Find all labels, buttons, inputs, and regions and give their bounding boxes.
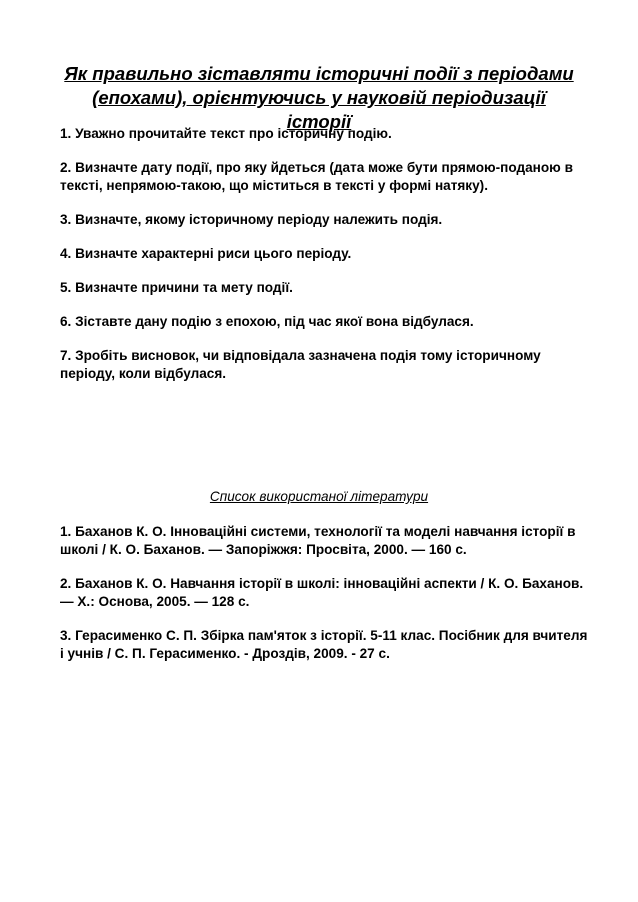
steps-list	[60, 125, 590, 399]
document-title: Як правильно зіставляти історичні події з періодами (епохами), орієнтуючись у науковій періодизації історії	[64, 63, 574, 132]
step-item-4: 4. Визначте характерні риси цього періоду.	[60, 246, 352, 261]
reference-item-1: 1. Баханов К. О. Інноваційні системи, технології та моделі навчання історії в школі / К. О. Баханов. — Запоріжжя: Просвіта, 2000. — 160 с.	[60, 524, 576, 557]
step-item-5: 5. Визначте причини та мету події.	[60, 280, 293, 295]
reference-item-2: 2. Баханов К. О. Навчання історії в школі: інноваційні аспекти / К. О. Баханов. — Х.: Основа, 2005. — 128 с.	[60, 576, 584, 609]
step-item-7: 7. Зробіть висновок, чи відповідала зазначена подія тому історичному періоду, коли відбулася.	[60, 348, 541, 381]
step-item-3: 3. Визначте, якому історичному періоду належить подія.	[60, 212, 443, 227]
reference-item-3: 3. Герасименко С. П. Збірка пам'яток з історії. 5-11 клас. Посібник для вчителя і учнів / С. П. Герасименко. - Дроздів, 2009. - 27 с.	[60, 628, 588, 661]
step-item-6: 6. Зіставте дану подію з епохою, під час якої вона відбулася.	[60, 314, 474, 329]
step-item-1: 1. Уважно прочитайте текст про історичну подію.	[60, 126, 392, 141]
step-item-2: 2. Визначте дату події, про яку йдеться (дата може бути прямою-поданою в тексті, непрямою-такою, що міститься в тексті у формі натяку).	[60, 160, 573, 193]
literature-title: Список використаної літератури	[209, 489, 429, 504]
references-list	[60, 523, 590, 679]
